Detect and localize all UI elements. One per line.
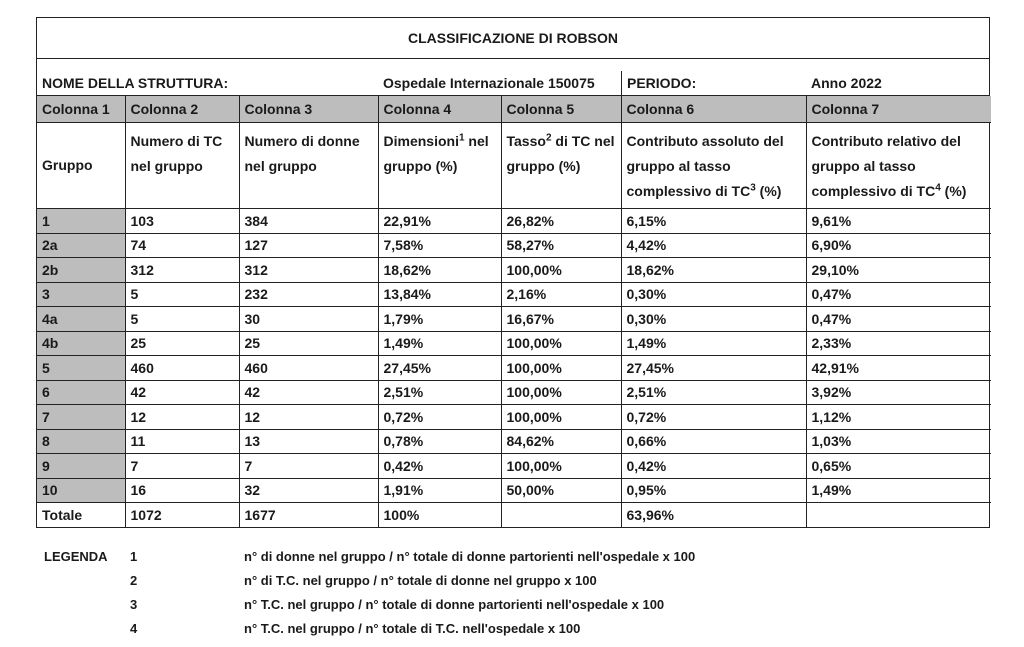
cs-count-description: Numero di TC nel gruppo: [125, 123, 239, 209]
women-count-cell: 42: [239, 380, 378, 405]
relative-contribution-cell: 6,90%: [806, 233, 991, 258]
women-count-cell: 460: [239, 356, 378, 381]
women-count-cell: 32: [239, 478, 378, 503]
column-header: Colonna 1: [37, 96, 125, 123]
cs-count-cell: 7: [125, 454, 239, 479]
cs-count-cell: 74: [125, 233, 239, 258]
legend-number: 1: [130, 549, 138, 564]
cs-count-cell: 12: [125, 405, 239, 430]
group-cell: 1: [37, 209, 125, 234]
period-value: Anno 2022: [811, 75, 882, 91]
women-count-cell: 30: [239, 307, 378, 332]
group-cell: 2b: [37, 258, 125, 283]
cs-count-cell: 25: [125, 331, 239, 356]
relative-contribution-cell: 0,47%: [806, 307, 991, 332]
absolute-contribution-cell: 0,30%: [621, 307, 806, 332]
size-cell: 0,72%: [378, 405, 501, 430]
legend: [44, 545, 695, 641]
rate-cell: 100,00%: [501, 356, 621, 381]
cs-count-cell: 103: [125, 209, 239, 234]
cs-count-cell: 312: [125, 258, 239, 283]
table-row: [37, 380, 991, 405]
rate-cell: 2,16%: [501, 282, 621, 307]
size-cell: 1,79%: [378, 307, 501, 332]
relative-contribution-cell: 0,47%: [806, 282, 991, 307]
group-description: Gruppo: [37, 123, 125, 209]
women-count-cell: 232: [239, 282, 378, 307]
group-cell: 6: [37, 380, 125, 405]
size-cell: 7,58%: [378, 233, 501, 258]
robson-sheet: [36, 17, 990, 528]
legend-row: [44, 545, 695, 569]
group-cell: 7: [37, 405, 125, 430]
rate-cell: 100,00%: [501, 258, 621, 283]
group-cell: 8: [37, 429, 125, 454]
size-cell: 1,49%: [378, 331, 501, 356]
rate-description-text: Tasso: [506, 133, 546, 149]
column-header: Colonna 3: [239, 96, 378, 123]
relative-contribution-cell: 9,61%: [806, 209, 991, 234]
size-cell: 27,45%: [378, 356, 501, 381]
cs-count-cell: 11: [125, 429, 239, 454]
legend-text: n° di T.C. nel gruppo / n° totale di donne nel gruppo x 100: [244, 573, 597, 588]
table-row: [37, 405, 991, 430]
total-cs-count-cell: 1072: [125, 503, 239, 527]
absolute-contribution-cell: 18,62%: [621, 258, 806, 283]
women-count-description: Numero di donne nel gruppo: [239, 123, 378, 209]
women-count-cell: 7: [239, 454, 378, 479]
robson-table: [37, 96, 991, 527]
relative-contribution-cell: 1,49%: [806, 478, 991, 503]
rate-cell: 50,00%: [501, 478, 621, 503]
legend-number: 3: [130, 597, 138, 612]
women-count-cell: 384: [239, 209, 378, 234]
women-count-cell: 25: [239, 331, 378, 356]
column-description-row: [37, 123, 991, 209]
legend-text: n° T.C. nel gruppo / n° totale di T.C. nell'ospedale x 100: [244, 621, 581, 636]
footnote-ref: 3: [750, 182, 756, 194]
relative-contribution-cell: 1,12%: [806, 405, 991, 430]
rate-cell: 100,00%: [501, 454, 621, 479]
column-header: Colonna 6: [621, 96, 806, 123]
size-cell: 13,84%: [378, 282, 501, 307]
absolute-contribution-cell: 0,30%: [621, 282, 806, 307]
women-count-cell: 12: [239, 405, 378, 430]
table-row: [37, 429, 991, 454]
total-size-cell: 100%: [378, 503, 501, 527]
footnote-ref: 4: [935, 182, 941, 194]
women-count-cell: 127: [239, 233, 378, 258]
cs-count-cell: 460: [125, 356, 239, 381]
period-label: PERIODO:: [621, 71, 806, 95]
table-row: [37, 478, 991, 503]
table-row: [37, 209, 991, 234]
rate-cell: 100,00%: [501, 405, 621, 430]
table-row: [37, 233, 991, 258]
column-header: Colonna 5: [501, 96, 621, 123]
relative-contribution-text: Contributo relativo del gruppo al tasso complessivo di TC: [811, 133, 961, 199]
group-cell: 3: [37, 282, 125, 307]
relative-contribution-cell: 3,92%: [806, 380, 991, 405]
table-row: [37, 331, 991, 356]
table-title: CLASSIFICAZIONE DI ROBSON: [37, 18, 989, 59]
size-description-tail: nel gruppo (%): [383, 133, 489, 174]
legend-row: [44, 569, 695, 593]
legend-row: [44, 593, 695, 617]
group-cell: 9: [37, 454, 125, 479]
rate-cell: 84,62%: [501, 429, 621, 454]
absolute-contribution-cell: 27,45%: [621, 356, 806, 381]
absolute-contribution-description: [621, 123, 806, 209]
legend-number: 4: [130, 621, 138, 636]
rate-cell: 58,27%: [501, 233, 621, 258]
table-row: [37, 258, 991, 283]
size-cell: 2,51%: [378, 380, 501, 405]
rate-description-tail: di TC nel gruppo (%): [506, 133, 615, 174]
total-women-count-cell: 1677: [239, 503, 378, 527]
absolute-contribution-tail: (%): [759, 183, 782, 199]
absolute-contribution-text: Contributo assoluto del gruppo al tasso complessivo di TC: [626, 133, 784, 199]
size-cell: 18,62%: [378, 258, 501, 283]
total-relative-contribution-cell: [806, 503, 991, 527]
column-header: Colonna 7: [806, 96, 991, 123]
size-description-text: Dimensioni: [383, 133, 459, 149]
relative-contribution-tail: (%): [944, 183, 967, 199]
footnote-ref: 2: [545, 132, 552, 144]
structure-name-label: NOME DELLA STRUTTURA:: [42, 75, 229, 91]
cs-count-cell: 5: [125, 282, 239, 307]
rate-cell: 100,00%: [501, 380, 621, 405]
size-cell: 0,78%: [378, 429, 501, 454]
total-absolute-contribution-cell: 63,96%: [621, 503, 806, 527]
women-count-cell: 13: [239, 429, 378, 454]
table-row: [37, 307, 991, 332]
total-row: [37, 503, 991, 527]
relative-contribution-cell: 42,91%: [806, 356, 991, 381]
group-cell: 4a: [37, 307, 125, 332]
legend-number: 2: [130, 573, 138, 588]
absolute-contribution-cell: 0,66%: [621, 429, 806, 454]
absolute-contribution-cell: 0,95%: [621, 478, 806, 503]
relative-contribution-description: [806, 123, 991, 209]
women-count-cell: 312: [239, 258, 378, 283]
group-cell: 10: [37, 478, 125, 503]
absolute-contribution-cell: 0,42%: [621, 454, 806, 479]
relative-contribution-cell: 0,65%: [806, 454, 991, 479]
group-cell: 5: [37, 356, 125, 381]
absolute-contribution-cell: 1,49%: [621, 331, 806, 356]
size-description: [378, 123, 501, 209]
column-header: Colonna 2: [125, 96, 239, 123]
legend-text: n° di donne nel gruppo / n° totale di donne partorienti nell'ospedale x 100: [244, 549, 696, 564]
rate-description: [501, 123, 621, 209]
relative-contribution-cell: 2,33%: [806, 331, 991, 356]
total-rate-cell: [501, 503, 621, 527]
table-row: [37, 356, 991, 381]
rate-cell: 26,82%: [501, 209, 621, 234]
column-header-row: [37, 96, 991, 123]
structure-name-value: Ospedale Internazionale 150075: [383, 75, 595, 91]
absolute-contribution-cell: 4,42%: [621, 233, 806, 258]
relative-contribution-cell: 29,10%: [806, 258, 991, 283]
absolute-contribution-cell: 6,15%: [621, 209, 806, 234]
group-cell: 4b: [37, 331, 125, 356]
table-row: [37, 282, 991, 307]
cs-count-cell: 42: [125, 380, 239, 405]
meta-row: [37, 71, 989, 96]
title-spacer: [37, 59, 989, 71]
size-cell: 22,91%: [378, 209, 501, 234]
absolute-contribution-cell: 2,51%: [621, 380, 806, 405]
column-header: Colonna 4: [378, 96, 501, 123]
cs-count-cell: 16: [125, 478, 239, 503]
cs-count-cell: 5: [125, 307, 239, 332]
absolute-contribution-cell: 0,72%: [621, 405, 806, 430]
rate-cell: 100,00%: [501, 331, 621, 356]
legend-row: [44, 617, 695, 641]
legend-label: LEGENDA: [44, 549, 108, 564]
size-cell: 0,42%: [378, 454, 501, 479]
footnote-ref: 1: [458, 132, 465, 144]
size-cell: 1,91%: [378, 478, 501, 503]
legend-text: n° T.C. nel gruppo / n° totale di donne partorienti nell'ospedale x 100: [244, 597, 665, 612]
group-cell: 2a: [37, 233, 125, 258]
total-group-cell: Totale: [37, 503, 125, 527]
table-row: [37, 454, 991, 479]
relative-contribution-cell: 1,03%: [806, 429, 991, 454]
rate-cell: 16,67%: [501, 307, 621, 332]
